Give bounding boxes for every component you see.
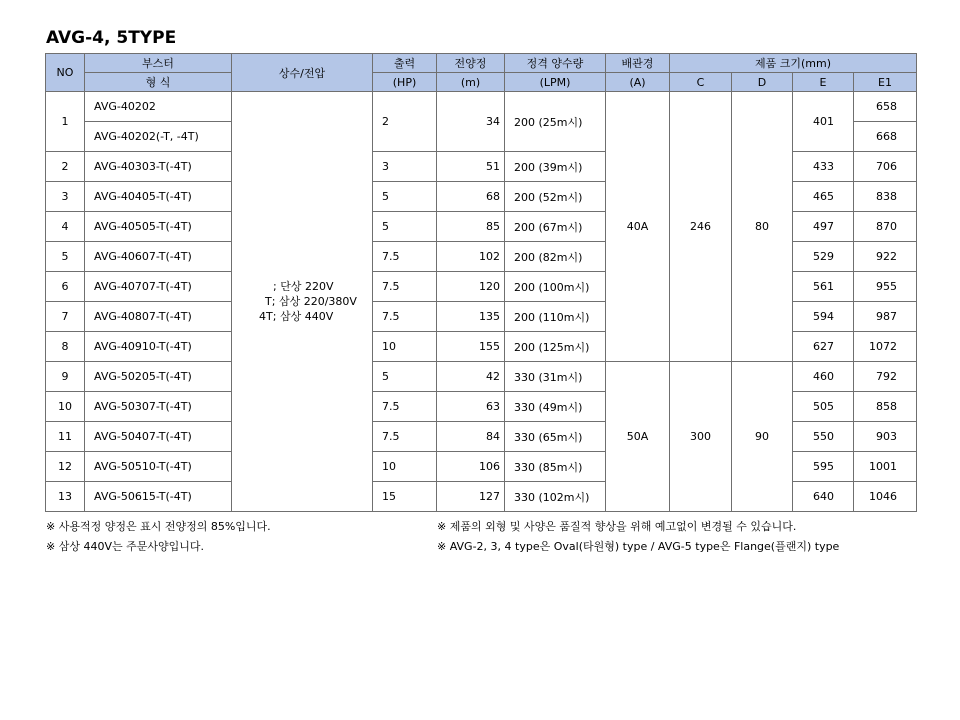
header-e: E bbox=[793, 73, 854, 92]
cell-flow: 330 (85m시) bbox=[505, 452, 606, 482]
cell-e: 460 bbox=[793, 362, 854, 392]
cell-output: 7.5 bbox=[373, 422, 437, 452]
cell-model: AVG-40303-T(-4T) bbox=[85, 152, 232, 182]
cell-no: 7 bbox=[46, 302, 85, 332]
cell-e1: 987 bbox=[854, 302, 917, 332]
header-row-1 bbox=[46, 54, 917, 73]
cell-e: 505 bbox=[793, 392, 854, 422]
cell-model: AVG-40505-T(-4T) bbox=[85, 212, 232, 242]
cell-e1: 903 bbox=[854, 422, 917, 452]
cell-flow: 330 (65m시) bbox=[505, 422, 606, 452]
cell-no: 4 bbox=[46, 212, 85, 242]
cell-flow: 200 (39m시) bbox=[505, 152, 606, 182]
cell-output: 7.5 bbox=[373, 302, 437, 332]
cell-pipe: 40A bbox=[606, 92, 670, 362]
cell-d: 80 bbox=[732, 92, 793, 362]
page-title: AVG-4, 5TYPE bbox=[46, 28, 177, 48]
cell-e: 550 bbox=[793, 422, 854, 452]
cell-model: AVG-40607-T(-4T) bbox=[85, 242, 232, 272]
cell-e1: 922 bbox=[854, 242, 917, 272]
cell-no: 8 bbox=[46, 332, 85, 362]
header-head: 전양정 bbox=[437, 54, 505, 73]
cell-pipe: 50A bbox=[606, 362, 670, 512]
cell-e1: 792 bbox=[854, 362, 917, 392]
cell-model: AVG-40807-T(-4T) bbox=[85, 302, 232, 332]
header-flow: 정격 양수량 bbox=[505, 54, 606, 73]
cell-head: 68 bbox=[437, 182, 505, 212]
note-spec-change: ※ 제품의 외형 및 사양은 품질적 향상을 위해 예고없이 변경될 수 있습니다. bbox=[437, 520, 797, 533]
header-booster: 부스터 bbox=[85, 54, 232, 73]
phase-line-440: 4T; 삼상 440V bbox=[259, 310, 334, 323]
header-d: D bbox=[732, 73, 793, 92]
header-c: C bbox=[670, 73, 732, 92]
cell-flow: 200 (100m시) bbox=[505, 272, 606, 302]
cell-e1: 658 bbox=[854, 92, 917, 122]
note-type-shape: ※ AVG-2, 3, 4 type은 Oval(타원형) type / AVG-5 type은 Flange(플랜지) type bbox=[437, 540, 840, 553]
cell-output: 7.5 bbox=[373, 272, 437, 302]
cell-c: 246 bbox=[670, 92, 732, 362]
cell-e1: 1046 bbox=[854, 482, 917, 512]
cell-no: 6 bbox=[46, 272, 85, 302]
cell-flow: 330 (102m시) bbox=[505, 482, 606, 512]
cell-e: 594 bbox=[793, 302, 854, 332]
cell-model: AVG-50205-T(-4T) bbox=[85, 362, 232, 392]
cell-e: 465 bbox=[793, 182, 854, 212]
cell-e: 640 bbox=[793, 482, 854, 512]
cell-head: 85 bbox=[437, 212, 505, 242]
cell-e: 627 bbox=[793, 332, 854, 362]
cell-head: 127 bbox=[437, 482, 505, 512]
cell-no: 10 bbox=[46, 392, 85, 422]
note-440v: ※ 삼상 440V는 주문사양입니다. bbox=[46, 540, 204, 553]
cell-output: 15 bbox=[373, 482, 437, 512]
cell-e1: 1001 bbox=[854, 452, 917, 482]
cell-model: AVG-50510-T(-4T) bbox=[85, 452, 232, 482]
cell-no: 3 bbox=[46, 182, 85, 212]
cell-output: 2 bbox=[373, 92, 437, 152]
cell-no: 9 bbox=[46, 362, 85, 392]
cell-e1: 838 bbox=[854, 182, 917, 212]
cell-output: 5 bbox=[373, 212, 437, 242]
cell-head: 63 bbox=[437, 392, 505, 422]
table-row bbox=[46, 92, 917, 122]
cell-e: 595 bbox=[793, 452, 854, 482]
cell-c: 300 bbox=[670, 362, 732, 512]
cell-model: AVG-50407-T(-4T) bbox=[85, 422, 232, 452]
header-e1: E1 bbox=[854, 73, 917, 92]
cell-flow: 200 (125m시) bbox=[505, 332, 606, 362]
cell-model: AVG-40202(-T, -4T) bbox=[85, 122, 232, 152]
header-model: 형 식 bbox=[85, 73, 232, 92]
cell-head: 84 bbox=[437, 422, 505, 452]
phase-line-three: T; 삼상 220/380V bbox=[265, 295, 357, 308]
cell-flow: 200 (67m시) bbox=[505, 212, 606, 242]
cell-flow: 330 (49m시) bbox=[505, 392, 606, 422]
header-no: NO bbox=[46, 54, 85, 92]
header-pipe-unit: (A) bbox=[606, 73, 670, 92]
cell-head: 42 bbox=[437, 362, 505, 392]
cell-e: 497 bbox=[793, 212, 854, 242]
header-flow-unit: (LPM) bbox=[505, 73, 606, 92]
header-row-2 bbox=[46, 73, 917, 92]
cell-model: AVG-40910-T(-4T) bbox=[85, 332, 232, 362]
cell-model: AVG-50307-T(-4T) bbox=[85, 392, 232, 422]
header-phase: 상수/전압 bbox=[232, 54, 373, 92]
cell-e1: 858 bbox=[854, 392, 917, 422]
cell-d: 90 bbox=[732, 362, 793, 512]
cell-head: 51 bbox=[437, 152, 505, 182]
cell-no: 2 bbox=[46, 152, 85, 182]
header-pipe: 배관경 bbox=[606, 54, 670, 73]
cell-model: AVG-50615-T(-4T) bbox=[85, 482, 232, 512]
cell-output: 10 bbox=[373, 332, 437, 362]
cell-output: 5 bbox=[373, 182, 437, 212]
header-output-unit: (HP) bbox=[373, 73, 437, 92]
cell-no: 12 bbox=[46, 452, 85, 482]
header-output: 출력 bbox=[373, 54, 437, 73]
cell-e1: 870 bbox=[854, 212, 917, 242]
cell-model: AVG-40202 bbox=[85, 92, 232, 122]
phase-line-single: ; 단상 220V bbox=[273, 280, 334, 293]
cell-e1: 955 bbox=[854, 272, 917, 302]
cell-e: 529 bbox=[793, 242, 854, 272]
cell-head: 155 bbox=[437, 332, 505, 362]
cell-flow: 200 (25m시) bbox=[505, 92, 606, 152]
cell-output: 10 bbox=[373, 452, 437, 482]
cell-phase-voltage bbox=[232, 92, 373, 512]
cell-flow: 330 (31m시) bbox=[505, 362, 606, 392]
table-row bbox=[46, 362, 917, 392]
cell-output: 3 bbox=[373, 152, 437, 182]
cell-model: AVG-40707-T(-4T) bbox=[85, 272, 232, 302]
cell-flow: 200 (52m시) bbox=[505, 182, 606, 212]
header-head-unit: (m) bbox=[437, 73, 505, 92]
cell-e: 401 bbox=[793, 92, 854, 152]
cell-e1: 706 bbox=[854, 152, 917, 182]
cell-head: 106 bbox=[437, 452, 505, 482]
cell-e1: 1072 bbox=[854, 332, 917, 362]
cell-model: AVG-40405-T(-4T) bbox=[85, 182, 232, 212]
cell-head: 135 bbox=[437, 302, 505, 332]
cell-head: 120 bbox=[437, 272, 505, 302]
cell-output: 5 bbox=[373, 362, 437, 392]
header-size: 제품 크기(mm) bbox=[670, 54, 917, 73]
note-usage-head: ※ 사용적정 양정은 표시 전양정의 85%입니다. bbox=[46, 520, 271, 533]
cell-head: 34 bbox=[437, 92, 505, 152]
cell-output: 7.5 bbox=[373, 242, 437, 272]
cell-no: 5 bbox=[46, 242, 85, 272]
cell-head: 102 bbox=[437, 242, 505, 272]
cell-no: 13 bbox=[46, 482, 85, 512]
cell-flow: 200 (82m시) bbox=[505, 242, 606, 272]
cell-e1: 668 bbox=[854, 122, 917, 152]
cell-e: 433 bbox=[793, 152, 854, 182]
cell-no: 1 bbox=[46, 92, 85, 152]
cell-flow: 200 (110m시) bbox=[505, 302, 606, 332]
cell-e: 561 bbox=[793, 272, 854, 302]
cell-no: 11 bbox=[46, 422, 85, 452]
spec-table bbox=[45, 53, 917, 512]
cell-output: 7.5 bbox=[373, 392, 437, 422]
